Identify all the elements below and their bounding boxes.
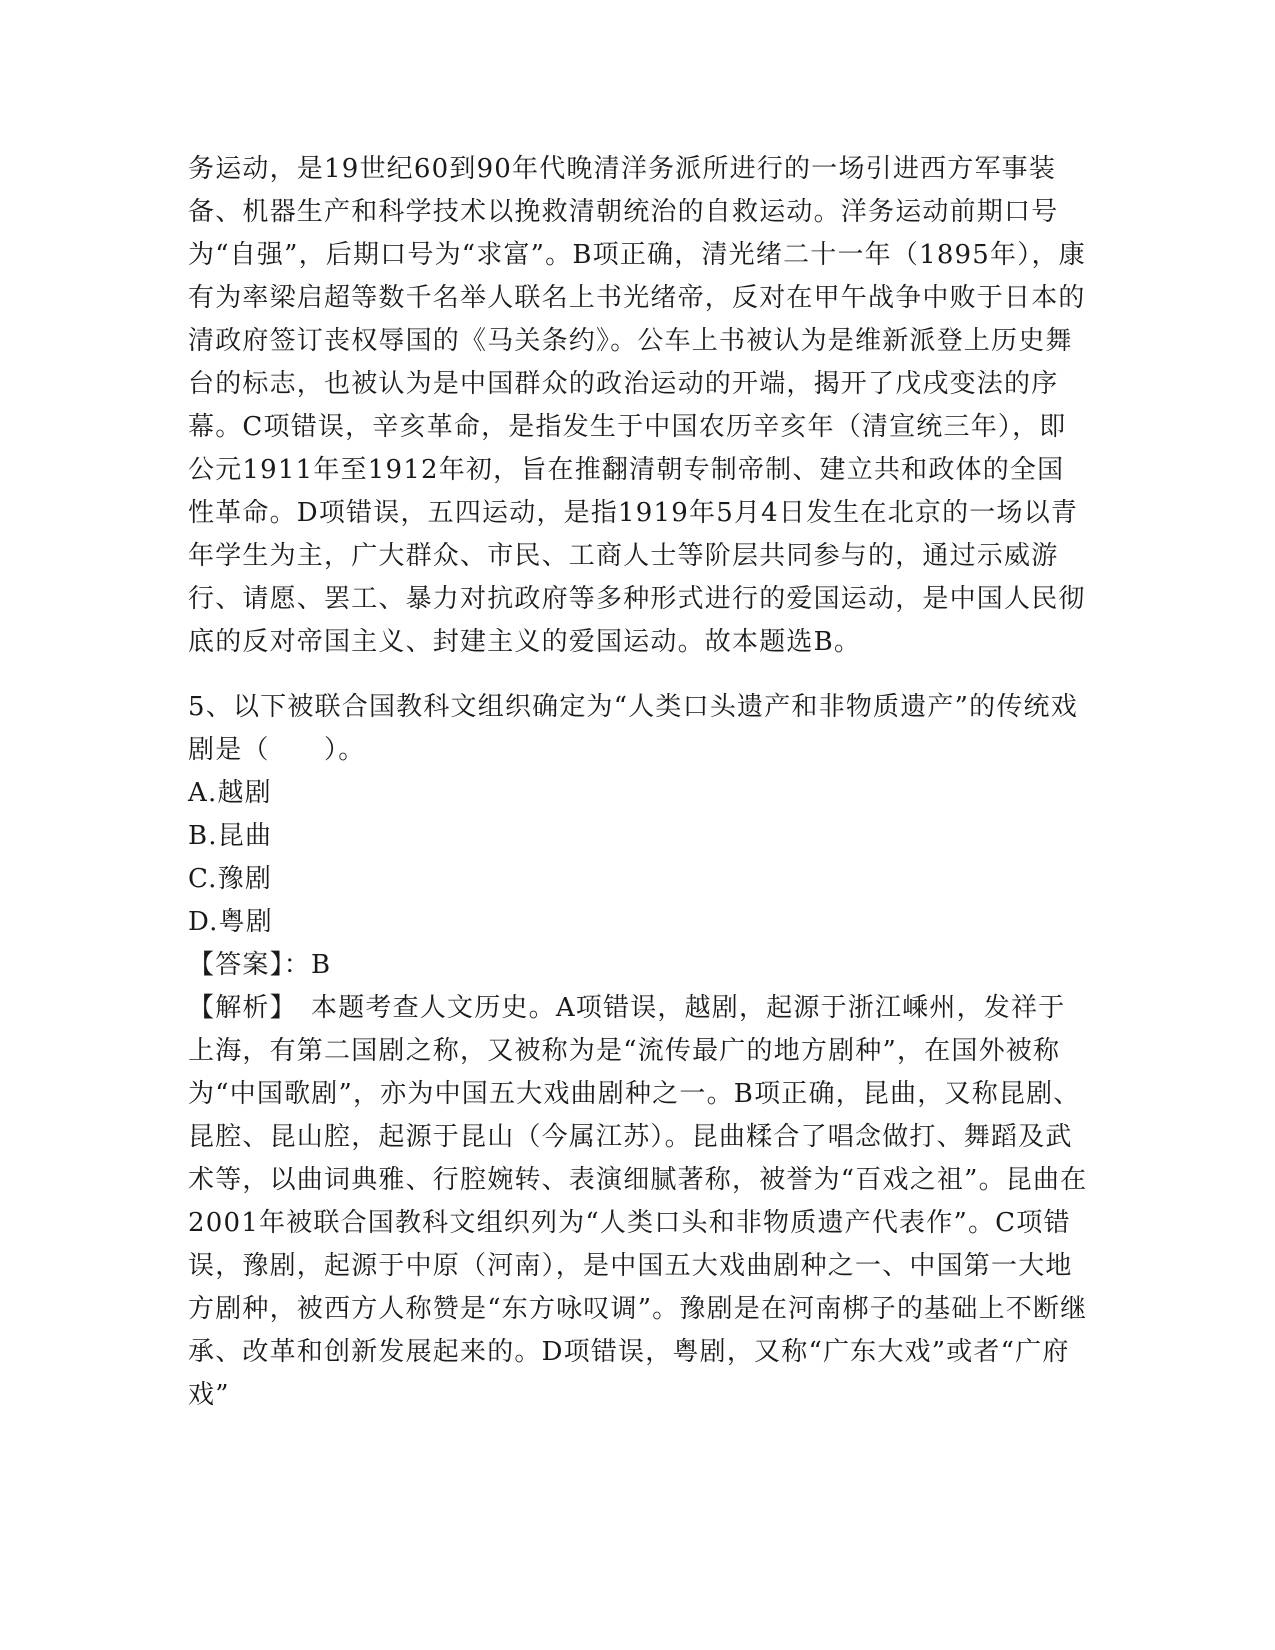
option-a: A.越剧 [188,778,272,808]
answer-line [188,944,1088,987]
answer-label: 【答案】： [188,950,312,980]
option-b: B.昆曲 [188,821,273,851]
analysis-paragraph [188,987,1088,1417]
option-c: C.豫剧 [188,864,273,894]
previous-explanation-text: 务运动，是19世纪60到90年代晚清洋务派所进行的一场引进西方军事装备、机器生产和科学技术以挽救清朝统治的自救运动。洋务运动前期口号为“自强”，后期口号为“求富”。B项正确，清光绪二十一年（1895年），康有为率梁启超等数千名举人联名上书光绪帝，反对在甲午战争中败于日本的清政府签订丧权辱国的《马关条约》。公车上书被认为是维新派登上历史舞台的标志，也被认为是中国群众的政治运动的开端，揭开了戊戌变法的序幕。C项错误，辛亥革命，是指发生于中国农历辛亥年（清宣统三年），即公元1911年至1912年初，旨在推翻清朝专制帝制、建立共和政体的全国性革命。D项错误，五四运动，是指1919年5月4日发生在北京的一场以青年学生为主，广大群众、市民、工商人士等阶层共同参与的，通过示威游行、请愿、罢工、暴力对抗政府等多种形式进行的爱国运动，是中国人民彻底的反对帝国主义、封建主义的爱国运动。故本题选B。 [188,154,1086,657]
question-block [188,686,1088,1417]
option-d: D.粤剧 [188,907,273,937]
page-content [188,148,1088,1417]
question-stem: 5、以下被联合国教科文组织确定为“人类口头遗产和非物质遗产”的传统戏剧是（ ）。 [188,692,1078,765]
analysis-label: 【解析】 [188,993,284,1023]
answer-value: B [311,950,332,980]
analysis-text: 本题考查人文历史。A项错误，越剧，起源于浙江嵊州，发祥于上海，有第二国剧之称，又被称为是“流传最广的地方剧种”，在国外被称为“中国歌剧”，亦为中国五大戏曲剧种之一。B项正确，昆曲，又称昆剧、昆腔、昆山腔，起源于昆山（今属江苏）。昆曲糅合了唱念做打、舞蹈及武术等，以曲词典雅、行腔婉转、表演细腻著称，被誉为“百戏之祖”。昆曲在2001年被联合国教科文组织列为“人类口头和非物质遗产代表作”。C项错误，豫剧，起源于中原（河南），是中国五大戏曲剧种之一、中国第一大地方剧种，被西方人称赞是“东方咏叹调”。豫剧是在河南梆子的基础上不断继承、改革和创新发展起来的。D项错误，粤剧，又称“广东大戏”或者“广府戏” [188,993,1088,1410]
